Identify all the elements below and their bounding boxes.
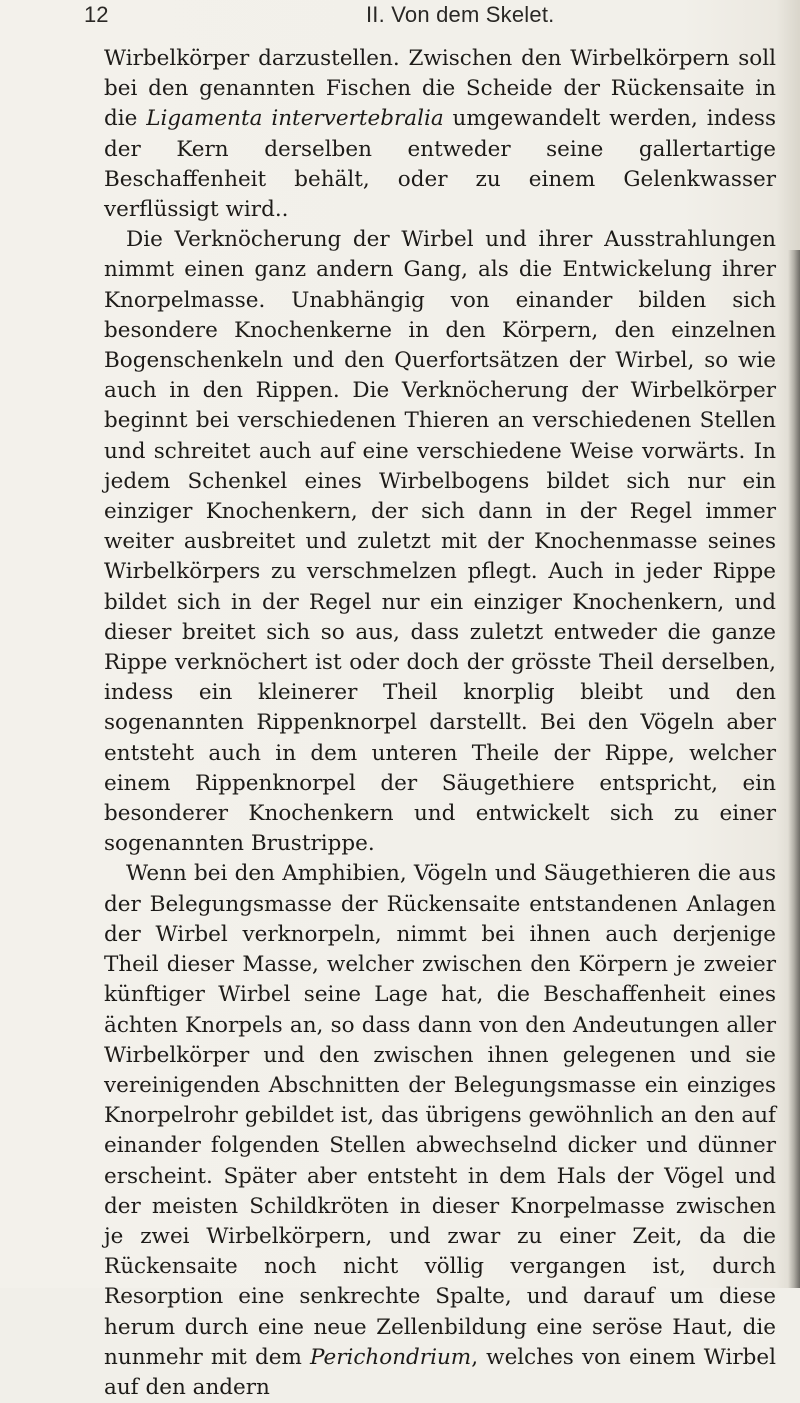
paragraph-3-run-3: , welches von einem Wirbel auf den andern	[104, 1344, 776, 1400]
paragraph-1	[104, 44, 776, 225]
body-text	[104, 44, 776, 1403]
paragraph-3-run-2-italic: Perichondrium	[309, 1344, 472, 1370]
paragraph-3-run-1: Wenn bei den Amphibien, Vögeln und Säugethieren die aus der Belegungsmasse der Rückensaite entstandenen Anlagen der Wirbel verknorpeln, nimmt bei ihnen auch derjenige Theil dieser Masse, welcher zwischen den Körpern je zweier künftiger Wirbel seine Lage hat, die Beschaffenheit eines ächten Knorpels an, so dass dann von den Andeutungen aller Wirbelkörper und den zwischen ihnen gelegenen und sie vereinigenden Abschnitten der Belegungsmasse ein einziges Knorpelrohr gebildet ist, das übrigens gewöhnlich an den auf einander folgenden Stellen abwechselnd dicker und dünner erscheint. Später aber entsteht in dem Hals der Vögel und der meisten Schildkröten in dieser Knorpelmasse zwischen je zwei Wirbelkörpern, und zwar zu einer Zeit, da die Rückensaite noch nicht völlig vergangen ist, durch Resorption eine senkrechte Spalte, und darauf um diese herum durch eine neue Zellenbildung eine seröse Haut, die nunmehr mit dem	[104, 861, 776, 1370]
running-header	[84, 2, 724, 32]
page-binding-shadow	[788, 250, 800, 1288]
running-title: II. Von dem Skelet.	[366, 2, 555, 27]
paragraph-1-run-3: umgewandelt werden, indess der Kern derselben entweder seine gallertartige Beschaffenheit behält, oder zu einem Gelenkwasser verflüssigt wird..	[104, 106, 776, 223]
page-number: 12	[84, 2, 109, 27]
paragraph-2	[104, 225, 776, 859]
paragraph-1-run-1: Wirbelkörper darzustellen. Zwischen den Wirbelkörpern soll bei den genannten Fischen die Scheide der Rückensaite in die	[104, 46, 776, 132]
paragraph-3	[104, 859, 776, 1403]
paragraph-2-run-1: Die Verknöcherung der Wirbel und ihrer Ausstrahlungen nimmt einen ganz andern Gang, als die Entwickelung ihrer Knorpelmasse. Unabhängig von einander bilden sich besondere Knochenkerne in den Körpern, den einzelnen Bogenschenkeln und den Querfortsätzen der Wirbel, so wie auch in den Rippen. Die Verknöcherung der Wirbelkörper beginnt bei verschiedenen Thieren an verschiedenen Stellen und schreitet auch auf eine verschiedene Weise vorwärts. In jedem Schenkel eines Wirbelbogens bildet sich nur ein einziger Knochenkern, der sich dann in der Regel immer weiter ausbreitet und zuletzt mit der Knochenmasse seines Wirbelkörpers zu verschmelzen pflegt. Auch in jeder Rippe bildet sich in der Regel nur ein einziger Knochenkern, und dieser breitet sich so aus, dass zuletzt entweder die ganze Rippe verknöchert ist oder doch der grösste Theil derselben, indess ein kleinerer Theil knorplig bleibt und den sogenannten Rippenknorpel darstellt. Bei den Vögeln aber entsteht auch in dem unteren Theile der Rippe, welcher einem Rippenknorpel der Säugethiere entspricht, ein besonderer Knochenkern und entwickelt sich zu einer sogenannten Brustrippe.	[104, 227, 776, 857]
paragraph-1-run-2-italic: Ligamenta intervertebralia	[146, 106, 444, 132]
